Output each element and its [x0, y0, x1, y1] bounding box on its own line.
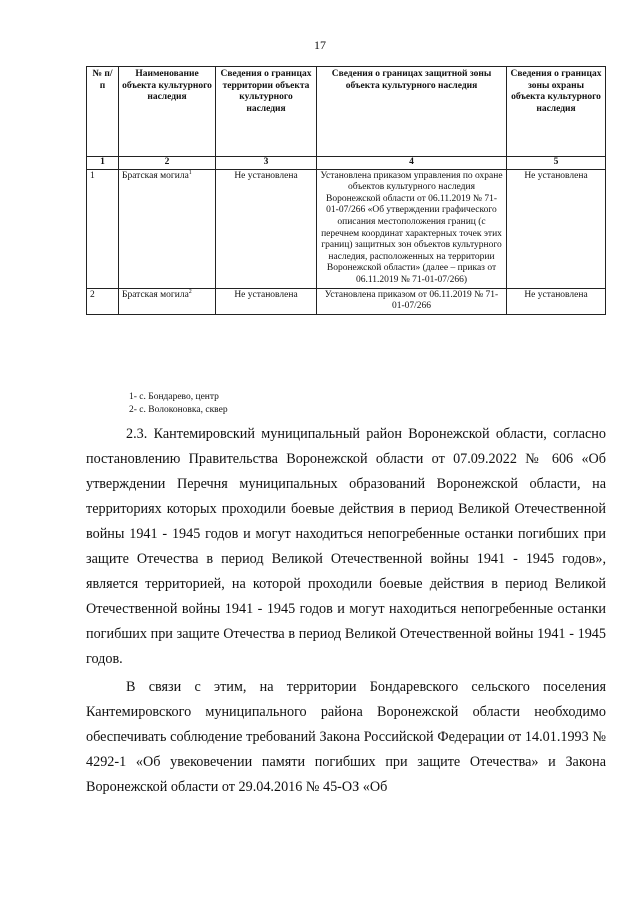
table-row [87, 169, 606, 288]
table-footnotes [129, 391, 228, 416]
header-security-zone: Сведения о границах зоны охраны объекта культурного наследия [507, 67, 606, 157]
object-name: Братская могила [122, 170, 189, 181]
column-number: 5 [507, 157, 606, 170]
table-header-row [87, 67, 606, 157]
column-number: 4 [317, 157, 507, 170]
header-protective-zone: Сведения о границах защитной зоны объекта культурного наследия [317, 67, 507, 157]
protective-zone-cell: Установлена приказом управления по охране объектов культурного наследия Воронежской области от 06.11.2019 № 71-01-07/266 «Об утверждении графического описания местоположения границ (с перечнем координат характерных точек этих границ) защитных зон объектов культурного наследия, расположенных на территории Воронежской области» (далее – приказ от 06.11.2019 № 71-01-07/266) [317, 169, 507, 288]
header-territory-boundaries: Сведения о границах территории объекта культурного наследия [216, 67, 317, 157]
page-number: 17 [314, 38, 326, 52]
footnote: 1- с. Бондарево, центр [129, 392, 219, 402]
column-number: 2 [119, 157, 216, 170]
security-zone-cell: Не установлена [507, 288, 606, 314]
paragraph: 2.3. Кантемировский муниципальный район Воронежской области, согласно постановлению Правительства Воронежской области от 07.09.2022 № 606 «Об утверждении Перечня муниципальных образований Воронежской области, на территориях которых проходили боевые действия в период Великой Отечественной войны 1941 - 1945 годов и могут находиться непогребенные останки погибших при защите Отечества в период Великой Отечественной войны 1941 - 1945 годов», является территорией, на которой проходили боевые действия в период Великой Отечественной войны 1941 - 1945 годов и могут находиться непогребенные останки погибших при защите Отечества в период Великой Отечественной войны 1941 - 1945 годов. [86, 426, 606, 667]
heritage-objects-table [86, 66, 606, 315]
body-text [86, 422, 606, 800]
territory-cell: Не установлена [216, 169, 317, 288]
header-object-name: Наименование объекта культурного наследия [119, 67, 216, 157]
table-row [87, 288, 606, 314]
security-zone-cell: Не установлена [507, 169, 606, 288]
protective-zone-cell: Установлена приказом от 06.11.2019 № 71-01-07/266 [317, 288, 507, 314]
paragraph: В связи с этим, на территории Бондаревского сельского поселения Кантемировского муниципального района Воронежской области необходимо обеспечивать соблюдение требований Закона Российской Федерации от 14.01.1993 № 4292-1 «Об увековечении памяти погибших при защите Отечества» и Закона Воронежской области от 29.04.2016 № 45-ОЗ «Об [86, 679, 606, 795]
object-name-cell [119, 169, 216, 288]
footnote-marker: 1 [188, 169, 192, 176]
object-name-cell [119, 288, 216, 314]
object-name: Братская могила [122, 289, 189, 300]
column-number: 1 [87, 157, 119, 170]
row-number: 1 [87, 169, 119, 288]
footnote-marker: 2 [188, 288, 192, 295]
column-numbers-row [87, 157, 606, 170]
column-number: 3 [216, 157, 317, 170]
header-number: № п/п [87, 67, 119, 157]
footnote: 2- с. Волоконовка, сквер [129, 404, 228, 415]
territory-cell: Не установлена [216, 288, 317, 314]
row-number: 2 [87, 288, 119, 314]
